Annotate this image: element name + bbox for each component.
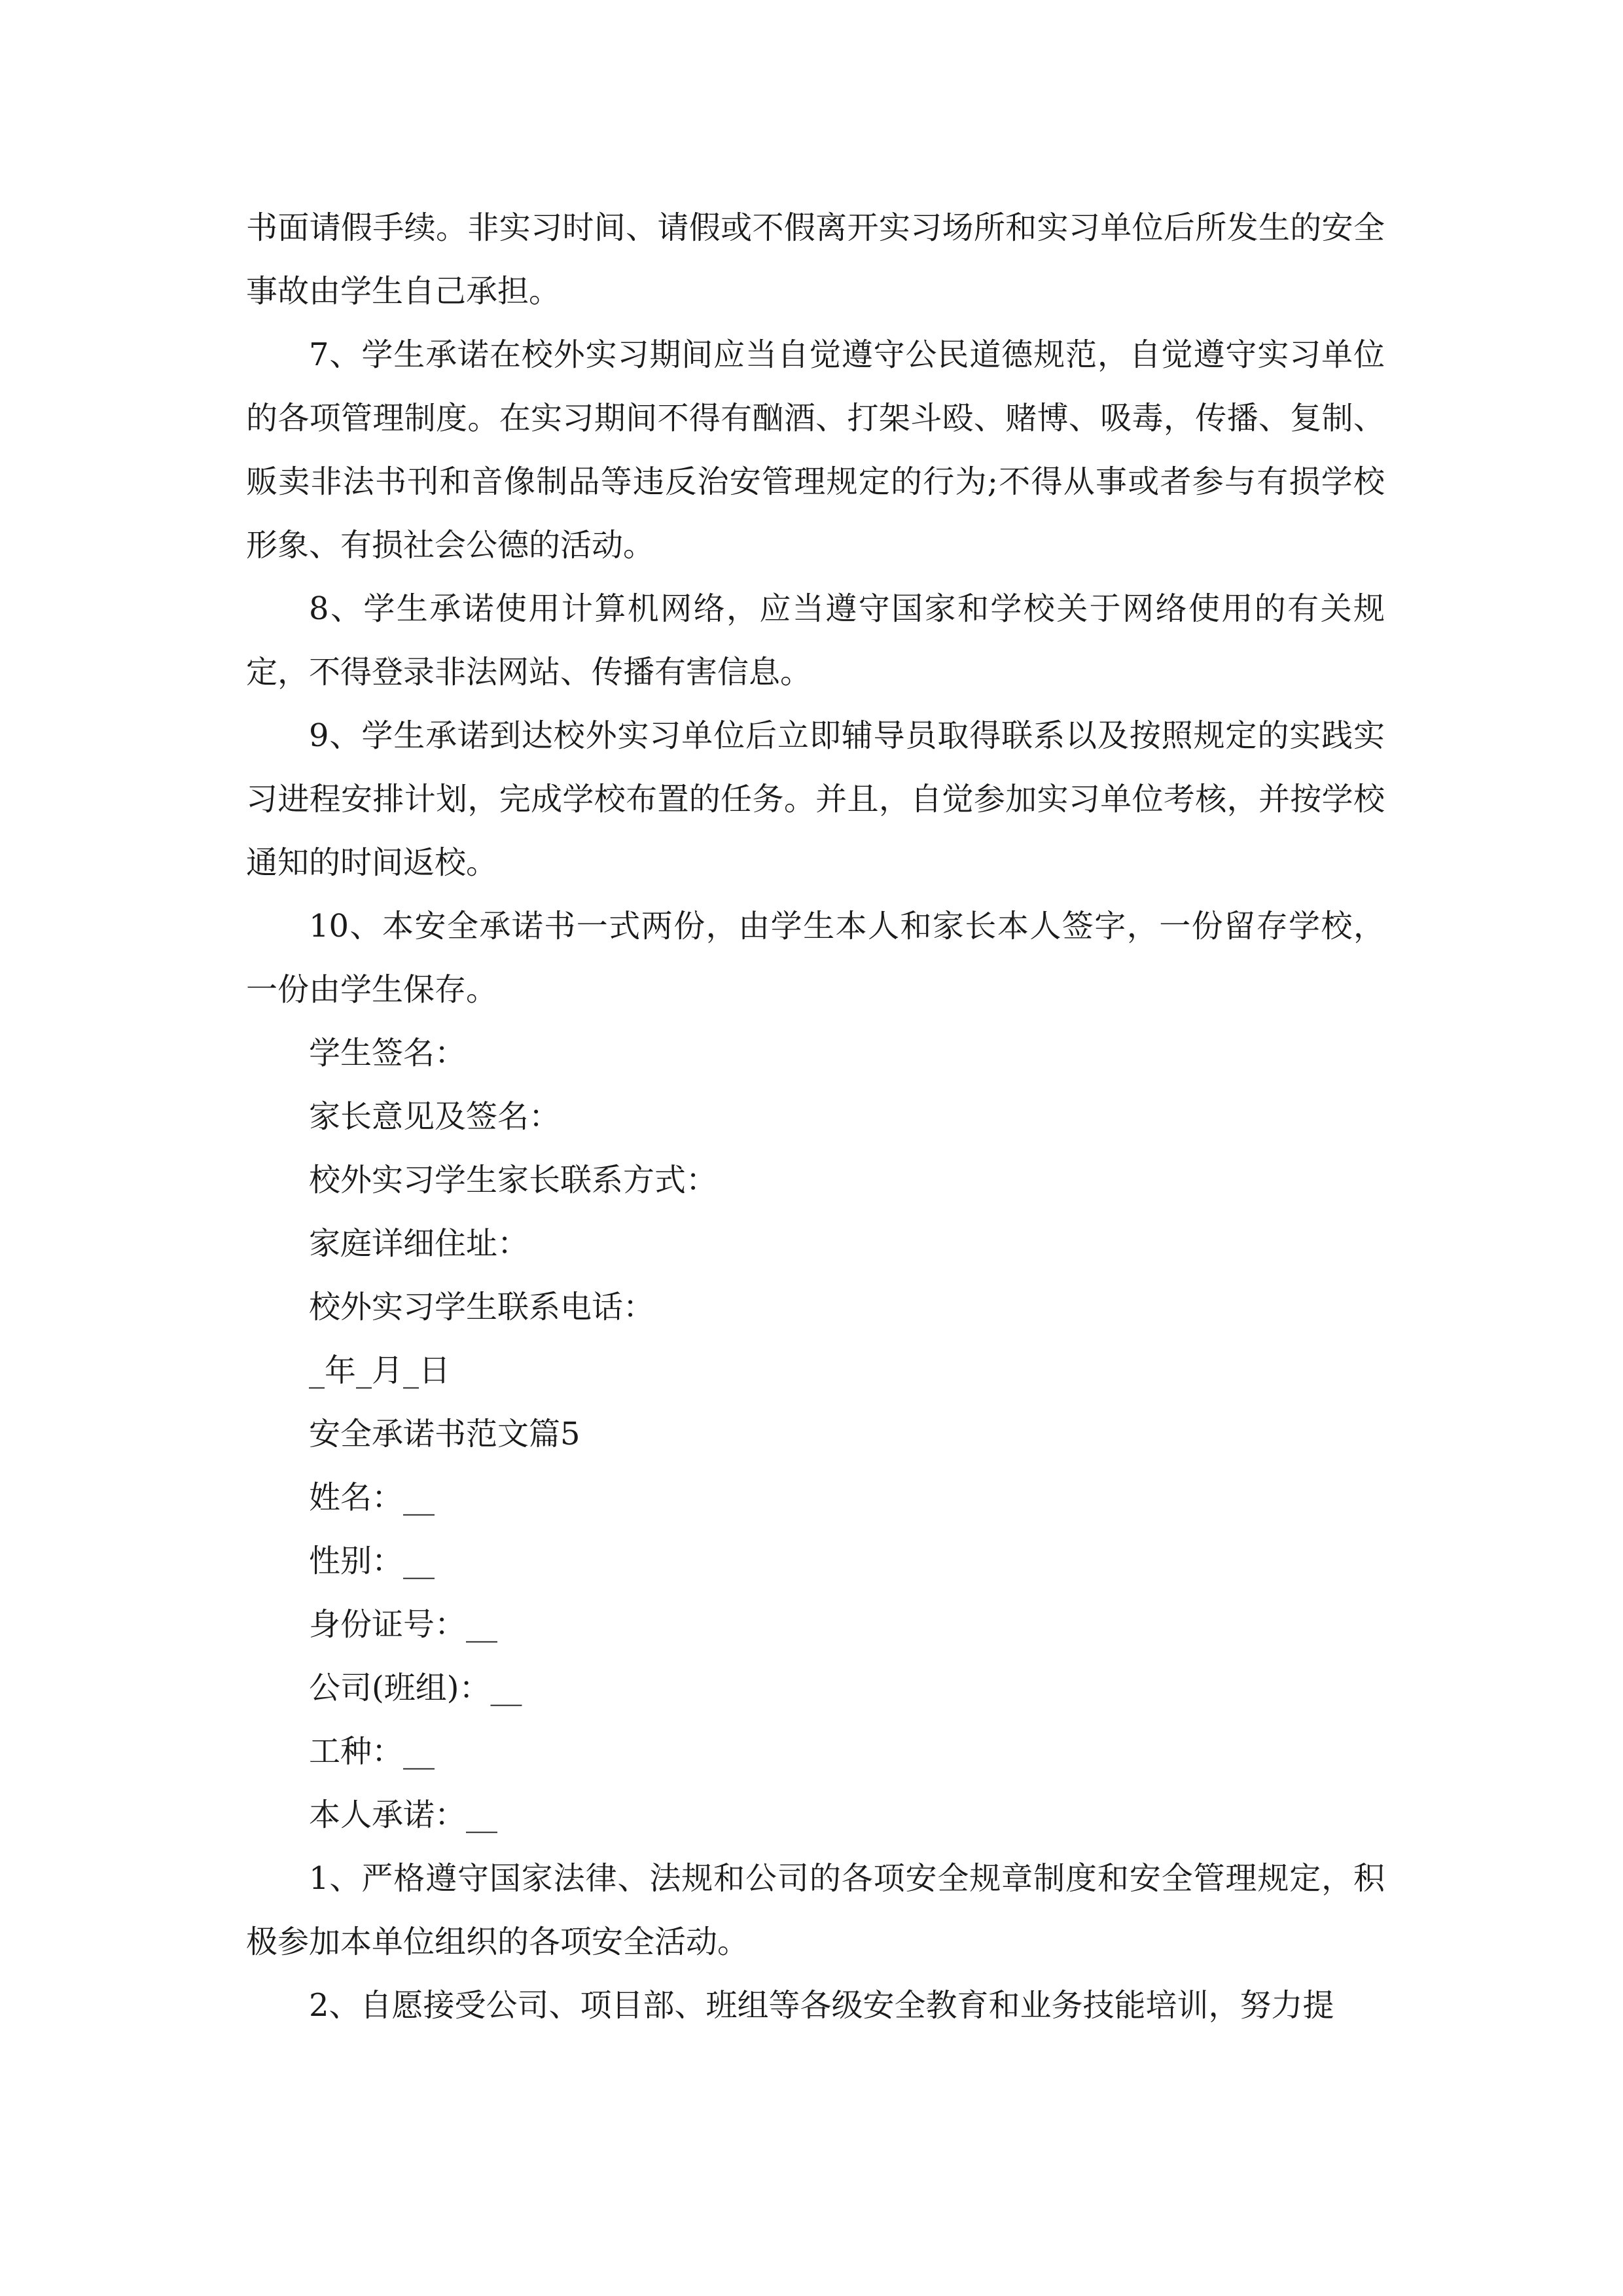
date-field: _年_月_日: [309, 1352, 451, 1389]
personal-commitment-field: 本人承诺：__: [309, 1797, 498, 1833]
document-body: [246, 196, 1385, 2037]
company-team-field: 公司(班组)：__: [309, 1670, 522, 1706]
id-number-field: 身份证号：__: [309, 1606, 498, 1643]
paragraph-item-7: 7、学生承诺在校外实习期间应当自觉遵守公民道德规范，自觉遵守实习单位的各项管理制度。在实习期间不得有酗酒、打架斗殴、赌博、吸毒，传播、复制、贩卖非法书刊和音像制品等违反治安管理规定的行为;不得从事或者参与有损学校形象、有损社会公德的活动。: [246, 336, 1385, 564]
paragraph-item-8: 8、学生承诺使用计算机网络，应当遵守国家和学校关于网络使用的有关规定，不得登录非法网站、传播有害信息。: [246, 590, 1385, 691]
paragraph-commitment-1: 1、严格遵守国家法律、法规和公司的各项安全规章制度和安全管理规定，积极参加本单位组织的各项安全活动。: [246, 1860, 1385, 1960]
parent-opinion-signature-field: 家长意见及签名：: [309, 1098, 561, 1135]
job-type-field: 工种：__: [309, 1733, 435, 1770]
student-signature-field: 学生签名：: [309, 1035, 467, 1071]
student-phone-field: 校外实习学生联系电话：: [309, 1289, 655, 1325]
paragraph-commitment-2: 2、自愿接受公司、项目部、班组等各级安全教育和业务技能培训，努力提: [309, 1987, 1334, 2024]
section-heading: 安全承诺书范文篇5: [309, 1416, 580, 1452]
name-field: 姓名：__: [309, 1479, 435, 1516]
paragraph-leave-procedure: 书面请假手续。非实习时间、请假或不假离开实习场所和实习单位后所发生的安全事故由学生自己承担。: [246, 209, 1385, 310]
parent-contact-field: 校外实习学生家长联系方式：: [309, 1162, 718, 1198]
home-address-field: 家庭详细住址：: [309, 1225, 529, 1262]
paragraph-item-9: 9、学生承诺到达校外实习单位后立即辅导员取得联系以及按照规定的实践实习进程安排计划，完成学校布置的任务。并且，自觉参加实习单位考核，并按学校通知的时间返校。: [246, 717, 1385, 881]
gender-field: 性别：__: [309, 1543, 435, 1579]
paragraph-item-10: 10、本安全承诺书一式两份，由学生本人和家长本人签字，一份留存学校，一份由学生保存。: [246, 908, 1385, 1008]
